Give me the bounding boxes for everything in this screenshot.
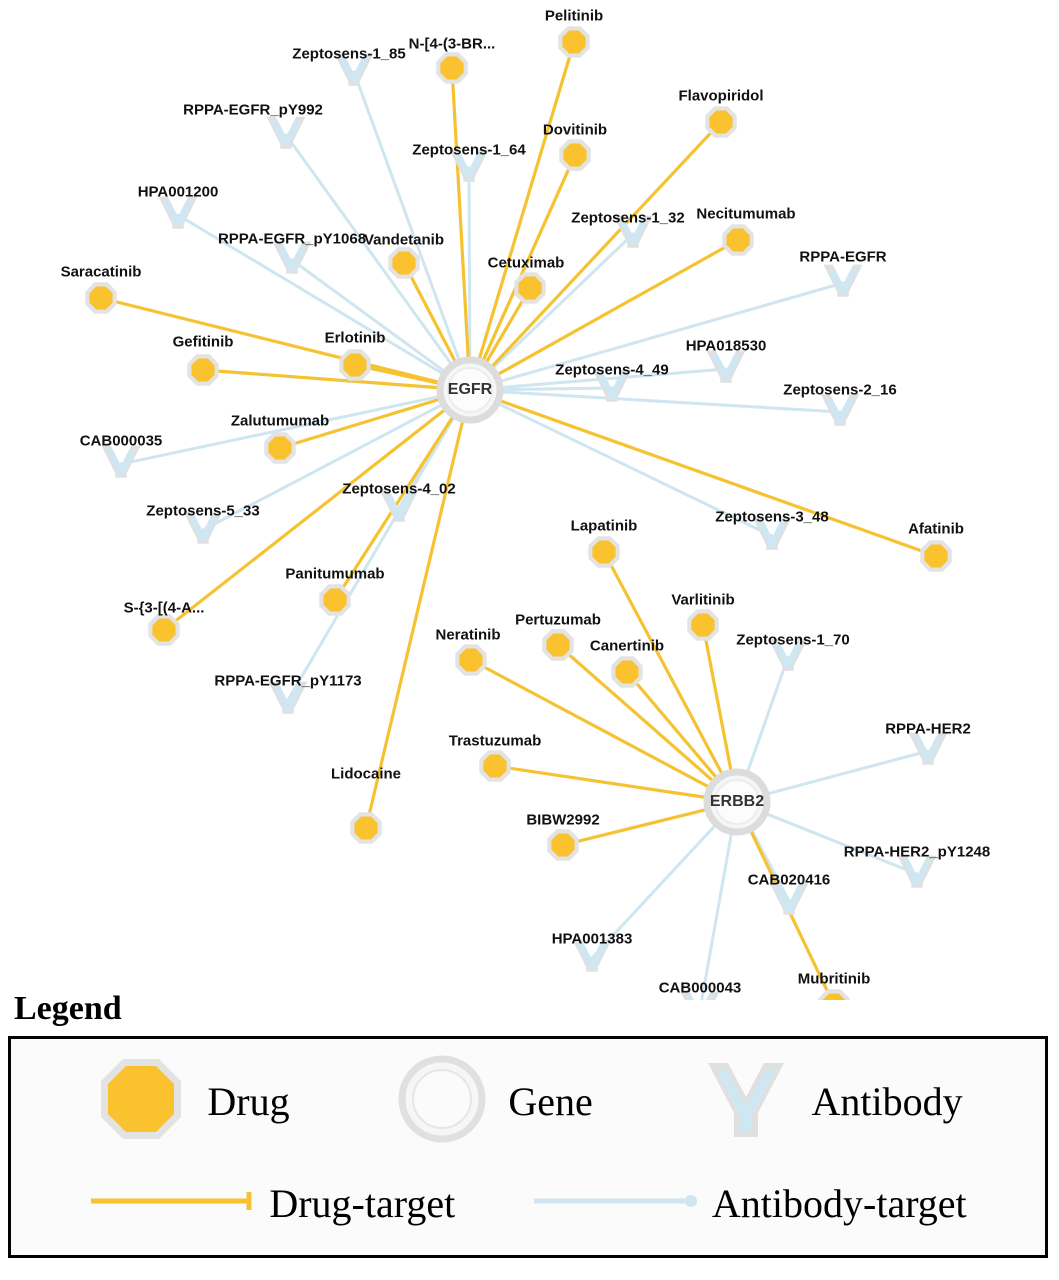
- antibody-label: CAB000035: [79, 432, 163, 450]
- antibody-label: RPPA-EGFR_pY992: [183, 101, 323, 119]
- drug-label: Lapatinib: [570, 517, 638, 535]
- antibody-edge-icon: [532, 1189, 702, 1218]
- edge: [366, 390, 470, 828]
- legend-gene-label: Gene: [508, 1078, 593, 1124]
- antibody-node[interactable]: [706, 351, 745, 383]
- antibody-node[interactable]: [334, 54, 373, 86]
- drug-node[interactable]: [479, 750, 510, 781]
- drug-label: Saracatinib: [60, 263, 142, 281]
- gene-node[interactable]: [440, 360, 500, 420]
- gene-node[interactable]: [707, 772, 767, 832]
- antibody-label: Zeptosens-2_16: [783, 381, 897, 399]
- gene-label: EGFR: [447, 381, 493, 398]
- drug-label: Canertinib: [589, 637, 665, 655]
- antibody-label: Zeptosens-5_33: [146, 502, 260, 520]
- antibody-label: HPA001200: [137, 183, 219, 201]
- legend-node-types: [11, 1039, 1045, 1163]
- antibody-node[interactable]: [183, 512, 222, 544]
- legend-antibody-label: Antibody: [811, 1078, 963, 1124]
- antibody-label: Zeptosens-1_85: [292, 45, 406, 63]
- drug-node[interactable]: [187, 354, 218, 385]
- drug-label: Trastuzumab: [448, 732, 542, 750]
- antibody-label: Zeptosens-1_32: [571, 209, 685, 227]
- legend-drug-edge-label: Drug-target: [269, 1180, 456, 1226]
- legend-item-drug-edge: [89, 1180, 455, 1227]
- antibody-node[interactable]: [768, 639, 807, 671]
- drug-label: Lidocaine: [330, 765, 402, 783]
- edge: [335, 390, 470, 600]
- edge: [470, 390, 772, 536]
- legend-antibody-edge-label: Antibody-target: [711, 1180, 967, 1226]
- drug-node[interactable]: [350, 812, 381, 843]
- antibody-node[interactable]: [823, 265, 862, 297]
- legend-item-gene: [394, 1051, 592, 1152]
- drug-node[interactable]: [722, 224, 753, 255]
- antibody-label: RPPA-EGFR_pY1068: [217, 230, 367, 248]
- antibody-label: Zeptosens-1_64: [412, 141, 526, 159]
- drug-label: Vandetanib: [363, 231, 445, 249]
- legend-edge-types: [11, 1163, 1045, 1243]
- drug-label: S-{3-[(4-A...: [123, 599, 205, 617]
- legend-title: Legend: [14, 990, 122, 1027]
- antibody-label: HPA018530: [685, 337, 767, 355]
- antibody-label: RPPA-EGFR: [799, 248, 887, 266]
- antibody-label: HPA001383: [551, 930, 633, 948]
- edge: [164, 390, 470, 630]
- drug-label: Zalutumumab: [230, 412, 330, 430]
- drug-node[interactable]: [542, 629, 573, 660]
- drug-node[interactable]: [319, 584, 350, 615]
- drug-label: Mubritinib: [797, 970, 871, 988]
- edge: [470, 390, 936, 556]
- legend-drug-label: Drug: [207, 1078, 290, 1124]
- drug-node[interactable]: [436, 52, 467, 83]
- drug-node[interactable]: [611, 656, 642, 687]
- antibody-label: CAB000043: [658, 979, 742, 997]
- drug-node[interactable]: [705, 106, 736, 137]
- drug-label: Gefitinib: [172, 333, 234, 351]
- legend-item-drug: [93, 1051, 289, 1152]
- drug-label: Panitumumab: [285, 565, 385, 583]
- drug-node[interactable]: [920, 540, 951, 571]
- drug-label: Varlitinib: [671, 591, 735, 609]
- drug-node[interactable]: [388, 247, 419, 278]
- edge: [354, 72, 470, 390]
- drug-node[interactable]: [558, 26, 589, 57]
- drug-icon: [93, 1051, 189, 1152]
- drug-node[interactable]: [85, 282, 116, 313]
- antibody-node[interactable]: [752, 518, 791, 550]
- drug-node[interactable]: [148, 614, 179, 645]
- antibody-label: RPPA-EGFR_pY1173: [214, 672, 362, 690]
- antibody-label: Zeptosens-4_49: [555, 361, 669, 379]
- legend-item-antibody: [698, 1051, 963, 1152]
- drug-node[interactable]: [559, 139, 590, 170]
- antibody-label: Zeptosens-1_70: [736, 631, 850, 649]
- drug-node[interactable]: [687, 609, 718, 640]
- antibody-node[interactable]: [572, 940, 611, 972]
- edge: [470, 42, 574, 390]
- drug-label: Neratinib: [435, 626, 501, 644]
- drug-label: Pelitinib: [544, 7, 604, 25]
- antibody-label: Zeptosens-3_48: [715, 508, 829, 526]
- drug-node[interactable]: [455, 644, 486, 675]
- drug-label: Cetuximab: [487, 254, 565, 272]
- edge: [452, 68, 470, 390]
- legend-item-antibody-edge: [532, 1180, 967, 1227]
- drug-node[interactable]: [547, 829, 578, 860]
- legend: [8, 990, 1048, 1258]
- drug-node[interactable]: [339, 349, 370, 380]
- legend-box: [8, 1036, 1048, 1258]
- drug-label: Dovitinib: [542, 121, 608, 139]
- antibody-label: CAB020416: [747, 871, 831, 889]
- antibody-node[interactable]: [897, 856, 936, 888]
- drug-node[interactable]: [514, 272, 545, 303]
- drug-label: Pertuzumab: [515, 611, 601, 629]
- antibody-node[interactable]: [449, 150, 488, 182]
- edge: [470, 122, 721, 390]
- antibody-node[interactable]: [908, 733, 947, 765]
- drug-label: Erlotinib: [324, 329, 386, 347]
- antibody-icon: [698, 1051, 794, 1152]
- drug-edge-icon: [89, 1189, 259, 1218]
- antibody-label: RPPA-HER2: [885, 720, 971, 738]
- gene-label: ERBB2: [709, 793, 765, 810]
- drug-node[interactable]: [588, 536, 619, 567]
- antibody-label: Zeptosens-4_02: [342, 480, 456, 498]
- edge: [470, 155, 575, 390]
- drug-label: BIBW2992: [526, 811, 600, 829]
- gene-icon: [394, 1051, 490, 1152]
- antibody-node[interactable]: [266, 117, 305, 149]
- antibody-label: RPPA-HER2_pY1248: [843, 843, 991, 861]
- drug-node[interactable]: [264, 432, 295, 463]
- drug-label: Flavopiridol: [678, 87, 764, 105]
- drug-label: Afatinib: [908, 520, 964, 538]
- drug-label: Necitumumab: [696, 205, 796, 223]
- drug-label: N-[4-(3-BR...: [408, 35, 496, 53]
